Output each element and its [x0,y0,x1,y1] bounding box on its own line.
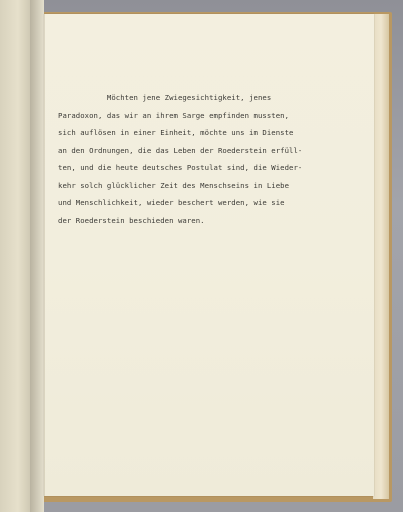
typed-paragraph [58,89,358,229]
text-line: an den Ordnungen, die das Leben der Roederstein erfüll- [58,145,303,155]
text-line: ten, und die heute deutsches Postulat sind, die Wieder- [58,163,303,172]
document-page [44,14,374,496]
text-line: kehr solch glücklicher Zeit des Menschseins in Liebe [58,180,290,190]
text-line: sich auflösen in einer Einheit, möchte uns im Dienste [58,128,294,137]
text-line: Paradoxon, das wir an ihrem Sarge empfinden mussten, [58,110,290,120]
text-line: der Roederstein beschieden waren. [58,215,205,225]
text-line: Möchten jene Zwiegesichtigkeit, jenes [58,93,272,102]
gutter-shadow [30,0,44,512]
text-line: und Menschlichkeit, wieder beschert werden, wie sie [58,198,285,207]
facing-page-edge [0,0,30,512]
page-stack-edge [373,14,389,499]
